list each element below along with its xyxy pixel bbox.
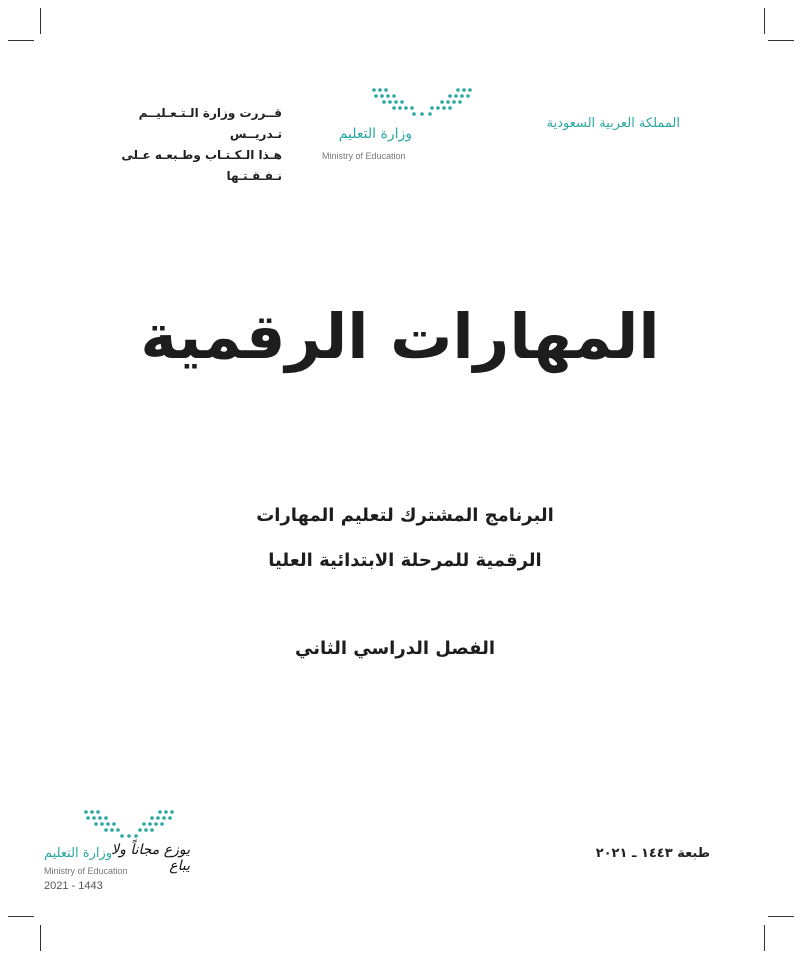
crop-mark-left-top xyxy=(8,40,34,41)
book-title: المهارات الرقمية xyxy=(140,300,660,373)
decision-line-2: هـذا الـكـتـاب وطـبعـه عـلى نـفـقـتـها xyxy=(121,148,282,183)
crop-mark-top-right xyxy=(764,8,765,34)
decision-line-1: قــررت وزارة الـتـعـليــم تـدريــس xyxy=(138,106,282,141)
ministry-name-english-bottom: Ministry of Education xyxy=(44,866,128,876)
kingdom-name: المملكة العربية السعودية xyxy=(546,116,680,131)
crop-mark-right-top xyxy=(768,40,794,41)
crop-mark-bottom-left xyxy=(40,925,41,951)
ministry-decision-text xyxy=(92,103,282,187)
crop-mark-bottom-right xyxy=(764,925,765,951)
semester-label: الفصل الدراسي الثاني xyxy=(295,638,495,659)
program-line-1: البرنامج المشترك لتعليم المهارات xyxy=(256,505,554,526)
free-distribution-stamp: يوزع مجاناً ولا يباع xyxy=(111,842,190,874)
ministry-name-arabic-bottom: وزارة التعليم xyxy=(44,846,113,861)
crop-mark-top-left xyxy=(40,8,41,34)
program-line-2: الرقمية للمرحلة الابتدائية العليا xyxy=(268,550,542,571)
ministry-name-arabic: وزارة التعليم xyxy=(338,126,412,142)
crop-mark-left-bottom xyxy=(8,916,34,917)
edition-label: طبعة ١٤٤٣ ـ ٢٠٢١ xyxy=(595,846,710,861)
crop-mark-right-bottom xyxy=(768,916,794,917)
ministry-name-english: Ministry of Education xyxy=(322,151,406,161)
edition-year: 2021 - 1443 xyxy=(44,880,103,892)
